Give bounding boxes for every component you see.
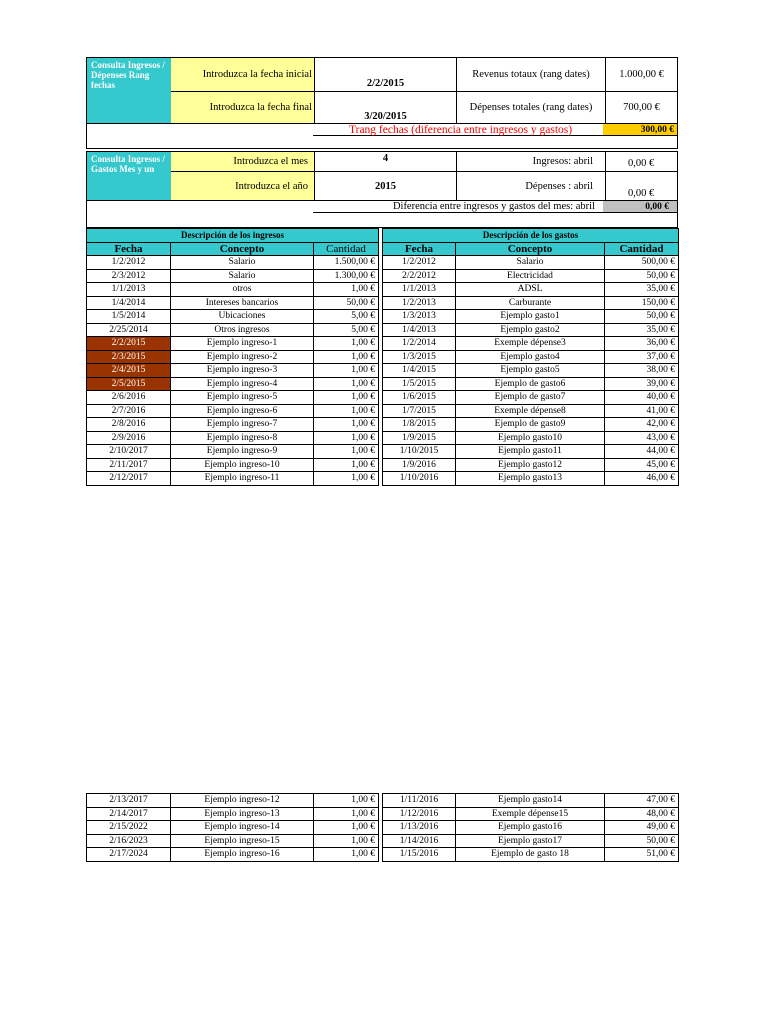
table-row: [87, 445, 379, 459]
fecha-cell: 1/3/2015: [383, 350, 456, 364]
fecha-cell: 1/1/2013: [383, 283, 456, 297]
table-row: [383, 472, 679, 486]
range-income-value: 1.000,00 €: [605, 58, 677, 92]
fecha-cell: 2/25/2014: [87, 323, 171, 337]
fecha-cell: 1/1/2013: [87, 283, 171, 297]
end-date-input[interactable]: 3/20/2015: [314, 92, 456, 123]
concepto-cell: Ejemplo gasto2: [456, 323, 605, 337]
concepto-cell: Salario: [171, 256, 314, 270]
expense-table-title: Descripción de los gastos: [383, 229, 679, 243]
fecha-cell: 1/4/2014: [87, 296, 171, 310]
fecha-cell: 1/9/2016: [383, 458, 456, 472]
cantidad-cell: 35,00 €: [605, 323, 679, 337]
cantidad-cell: 42,00 €: [605, 418, 679, 432]
cantidad-cell: 1,00 €: [314, 377, 379, 391]
month-income-value: 0,00 €: [605, 152, 677, 172]
fecha-cell: 2/7/2016: [87, 404, 171, 418]
cantidad-cell: 40,00 €: [605, 391, 679, 405]
concepto-cell: Ejemplo ingreso-12: [171, 794, 314, 808]
table-row: [87, 404, 379, 418]
month-query-title: Consulta Ingresos / Gastos Mes y un: [87, 152, 171, 200]
table-row: [87, 458, 379, 472]
concepto-cell: Ejemplo de gasto6: [456, 377, 605, 391]
concepto-cell: Ejemplo gasto13: [456, 472, 605, 486]
fecha-cell: 1/4/2015: [383, 364, 456, 378]
income-header-cantidad: Cantidad: [314, 242, 379, 256]
cantidad-cell: 49,00 €: [605, 821, 679, 835]
year-label: Introduzca el año: [171, 172, 314, 200]
cantidad-cell: 50,00 €: [605, 269, 679, 283]
fecha-cell: 2/11/2017: [87, 458, 171, 472]
table-row: [87, 323, 379, 337]
cantidad-cell: 36,00 €: [605, 337, 679, 351]
table-row: [383, 391, 679, 405]
range-difference-label: Trang fechas (diferencia entre ingresos y gastos): [313, 124, 603, 136]
concepto-cell: Ejemplo ingreso-2: [171, 350, 314, 364]
fecha-cell: 1/4/2013: [383, 323, 456, 337]
fecha-cell: 2/13/2017: [87, 794, 171, 808]
table-row: [383, 296, 679, 310]
cantidad-cell: 35,00 €: [605, 283, 679, 297]
concepto-cell: Ejemplo gasto12: [456, 458, 605, 472]
fecha-cell: 2/12/2017: [87, 472, 171, 486]
month-difference-label: Diferencia entre ingresos y gastos del mes: abril: [313, 201, 603, 213]
table-row: [383, 848, 679, 862]
table-row: [87, 377, 379, 391]
table-row: [87, 848, 379, 862]
concepto-cell: Exemple dépense8: [456, 404, 605, 418]
fecha-cell: 1/5/2015: [383, 377, 456, 391]
fecha-cell: 2/5/2015: [87, 377, 171, 391]
range-query-panel: [86, 57, 678, 124]
cantidad-cell: 1,00 €: [314, 458, 379, 472]
month-label: Introduzca el mes: [171, 152, 314, 172]
cantidad-cell: 5,00 €: [314, 310, 379, 324]
table-row: [87, 391, 379, 405]
table-row: [87, 296, 379, 310]
range-difference-value: 300,00 €: [603, 124, 677, 136]
concepto-cell: Ejemplo gasto10: [456, 431, 605, 445]
expense-table: [382, 228, 679, 486]
fecha-cell: 2/15/2022: [87, 821, 171, 835]
fecha-cell: 1/7/2015: [383, 404, 456, 418]
cantidad-cell: 51,00 €: [605, 848, 679, 862]
concepto-cell: Ejemplo ingreso-15: [171, 834, 314, 848]
table-row: [87, 472, 379, 486]
fecha-cell: 2/3/2015: [87, 350, 171, 364]
concepto-cell: otros: [171, 283, 314, 297]
month-difference-row: [86, 201, 678, 228]
concepto-cell: Ejemplo de gasto7: [456, 391, 605, 405]
table-row: [87, 431, 379, 445]
income-table: [86, 228, 379, 486]
cantidad-cell: 48,00 €: [605, 807, 679, 821]
concepto-cell: Ejemplo ingreso-11: [171, 472, 314, 486]
table-row: [87, 256, 379, 270]
concepto-cell: Ejemplo ingreso-6: [171, 404, 314, 418]
month-expense-value: 0,00 €: [605, 172, 677, 200]
table-row: [383, 794, 679, 808]
fecha-cell: 1/2/2012: [383, 256, 456, 270]
concepto-cell: Ejemplo gasto14: [456, 794, 605, 808]
range-income-label: Revenus totaux (rang dates): [472, 69, 590, 80]
fecha-cell: 1/3/2013: [383, 310, 456, 324]
concepto-cell: Ejemplo gasto17: [456, 834, 605, 848]
cantidad-cell: 1,00 €: [314, 848, 379, 862]
concepto-cell: Carburante: [456, 296, 605, 310]
concepto-cell: Ejemplo ingreso-13: [171, 807, 314, 821]
expense-header-concepto: Concepto: [456, 242, 605, 256]
concepto-cell: Ejemplo de gasto9: [456, 418, 605, 432]
concepto-cell: Exemple dépense15: [456, 807, 605, 821]
table-row: [87, 807, 379, 821]
table-row: [383, 431, 679, 445]
cantidad-cell: 43,00 €: [605, 431, 679, 445]
concepto-cell: Ejemplo gasto1: [456, 310, 605, 324]
fecha-cell: 1/5/2014: [87, 310, 171, 324]
table-row: [87, 834, 379, 848]
month-income-label: Ingresos: abril: [456, 152, 605, 172]
fecha-cell: 1/9/2015: [383, 431, 456, 445]
cantidad-cell: 1,00 €: [314, 418, 379, 432]
table-row: [383, 283, 679, 297]
income-header-concepto: Concepto: [171, 242, 314, 256]
concepto-cell: Ejemplo ingreso-5: [171, 391, 314, 405]
concepto-cell: Ejemplo ingreso-9: [171, 445, 314, 459]
month-query-panel: [86, 151, 678, 201]
cantidad-cell: 46,00 €: [605, 472, 679, 486]
table-row: [383, 269, 679, 283]
cantidad-cell: 1,00 €: [314, 834, 379, 848]
concepto-cell: Ejemplo gasto11: [456, 445, 605, 459]
concepto-cell: Ejemplo de gasto 18: [456, 848, 605, 862]
concepto-cell: Salario: [456, 256, 605, 270]
cantidad-cell: 1,00 €: [314, 404, 379, 418]
fecha-cell: 1/15/2016: [383, 848, 456, 862]
table-row: [87, 821, 379, 835]
table-row: [383, 418, 679, 432]
concepto-cell: Salario: [171, 269, 314, 283]
cantidad-cell: 50,00 €: [605, 834, 679, 848]
fecha-cell: 1/8/2015: [383, 418, 456, 432]
cantidad-cell: 39,00 €: [605, 377, 679, 391]
table-row: [383, 310, 679, 324]
table-row: [87, 350, 379, 364]
table-row: [87, 310, 379, 324]
concepto-cell: ADSL: [456, 283, 605, 297]
table-row: [383, 337, 679, 351]
cantidad-cell: 1.300,00 €: [314, 269, 379, 283]
cantidad-cell: 1,00 €: [314, 821, 379, 835]
cantidad-cell: 150,00 €: [605, 296, 679, 310]
table-row: [383, 821, 679, 835]
cantidad-cell: 1,00 €: [314, 391, 379, 405]
fecha-cell: 1/14/2016: [383, 834, 456, 848]
cantidad-cell: 1,00 €: [314, 445, 379, 459]
concepto-cell: Ejemplo ingreso-1: [171, 337, 314, 351]
fecha-cell: 2/17/2024: [87, 848, 171, 862]
cantidad-cell: 38,00 €: [605, 364, 679, 378]
cantidad-cell: 1,00 €: [314, 794, 379, 808]
income-header-fecha: Fecha: [87, 242, 171, 256]
fecha-cell: 2/3/2012: [87, 269, 171, 283]
table-row: [383, 256, 679, 270]
table-row: [87, 269, 379, 283]
fecha-cell: 2/8/2016: [87, 418, 171, 432]
cantidad-cell: 1,00 €: [314, 472, 379, 486]
fecha-cell: 2/14/2017: [87, 807, 171, 821]
fecha-cell: 2/2/2015: [87, 337, 171, 351]
cantidad-cell: 1,00 €: [314, 364, 379, 378]
month-expense-label: Dépenses : abril: [456, 172, 605, 200]
cantidad-cell: 44,00 €: [605, 445, 679, 459]
fecha-cell: 1/12/2016: [383, 807, 456, 821]
table-row: [87, 283, 379, 297]
table-row: [383, 834, 679, 848]
cantidad-cell: 1,00 €: [314, 807, 379, 821]
table-row: [87, 364, 379, 378]
fecha-cell: 1/11/2016: [383, 794, 456, 808]
concepto-cell: Electricidad: [456, 269, 605, 283]
fecha-cell: 1/10/2016: [383, 472, 456, 486]
table-row: [383, 807, 679, 821]
cantidad-cell: 50,00 €: [605, 310, 679, 324]
range-expense-value: 700,00 €: [605, 92, 677, 123]
table-row: [383, 323, 679, 337]
cantidad-cell: 5,00 €: [314, 323, 379, 337]
fecha-cell: 2/16/2023: [87, 834, 171, 848]
end-date-label: Introduzca la fecha final: [171, 92, 314, 123]
table-row: [383, 377, 679, 391]
range-difference-row: [86, 124, 678, 149]
table-row: [87, 418, 379, 432]
cantidad-cell: 1,00 €: [314, 283, 379, 297]
start-date-input[interactable]: 2/2/2015: [314, 58, 456, 92]
concepto-cell: Ejemplo ingreso-4: [171, 377, 314, 391]
concepto-cell: Ejemplo gasto4: [456, 350, 605, 364]
range-query-title: Consulta Ingresos / Dépenses Rang fechas: [87, 58, 171, 123]
concepto-cell: Ejemplo ingreso-16: [171, 848, 314, 862]
cantidad-cell: 1,00 €: [314, 431, 379, 445]
table-row: [383, 404, 679, 418]
concepto-cell: Ejemplo ingreso-7: [171, 418, 314, 432]
range-expense-label: Dépenses totales (rang dates): [469, 102, 593, 113]
fecha-cell: 1/2/2013: [383, 296, 456, 310]
expense-header-cantidad: Cantidad: [605, 242, 679, 256]
expense-table-continued: [382, 793, 679, 862]
month-input[interactable]: 4: [314, 152, 456, 172]
table-row: [383, 350, 679, 364]
table-row: [87, 794, 379, 808]
table-row: [87, 337, 379, 351]
concepto-cell: Ejemplo gasto5: [456, 364, 605, 378]
fecha-cell: 2/2/2012: [383, 269, 456, 283]
table-row: [383, 364, 679, 378]
income-table-continued: [86, 793, 379, 862]
fecha-cell: 1/10/2015: [383, 445, 456, 459]
cantidad-cell: 47,00 €: [605, 794, 679, 808]
fecha-cell: 2/9/2016: [87, 431, 171, 445]
fecha-cell: 2/6/2016: [87, 391, 171, 405]
year-input[interactable]: 2015: [314, 172, 456, 200]
fecha-cell: 1/2/2012: [87, 256, 171, 270]
concepto-cell: Ejemplo ingreso-14: [171, 821, 314, 835]
cantidad-cell: 500,00 €: [605, 256, 679, 270]
fecha-cell: 1/13/2016: [383, 821, 456, 835]
fecha-cell: 2/4/2015: [87, 364, 171, 378]
concepto-cell: Ejemplo ingreso-10: [171, 458, 314, 472]
table-row: [383, 445, 679, 459]
concepto-cell: Ejemplo ingreso-8: [171, 431, 314, 445]
concepto-cell: Otros ingresos: [171, 323, 314, 337]
fecha-cell: 2/10/2017: [87, 445, 171, 459]
month-difference-value: 0,00 €: [603, 201, 677, 213]
cantidad-cell: 1,00 €: [314, 350, 379, 364]
income-table-title: Descripción de los ingresos: [87, 229, 379, 243]
expense-header-fecha: Fecha: [383, 242, 456, 256]
concepto-cell: Ubicaciones: [171, 310, 314, 324]
fecha-cell: 1/6/2015: [383, 391, 456, 405]
cantidad-cell: 1.500,00 €: [314, 256, 379, 270]
concepto-cell: Ejemplo ingreso-3: [171, 364, 314, 378]
cantidad-cell: 50,00 €: [314, 296, 379, 310]
concepto-cell: Exemple dépense3: [456, 337, 605, 351]
cantidad-cell: 41,00 €: [605, 404, 679, 418]
concepto-cell: Intereses bancarios: [171, 296, 314, 310]
fecha-cell: 1/2/2014: [383, 337, 456, 351]
cantidad-cell: 37,00 €: [605, 350, 679, 364]
start-date-label: Introduzca la fecha inicial: [171, 58, 314, 92]
table-row: [383, 458, 679, 472]
cantidad-cell: 45,00 €: [605, 458, 679, 472]
concepto-cell: Ejemplo gasto16: [456, 821, 605, 835]
cantidad-cell: 1,00 €: [314, 337, 379, 351]
